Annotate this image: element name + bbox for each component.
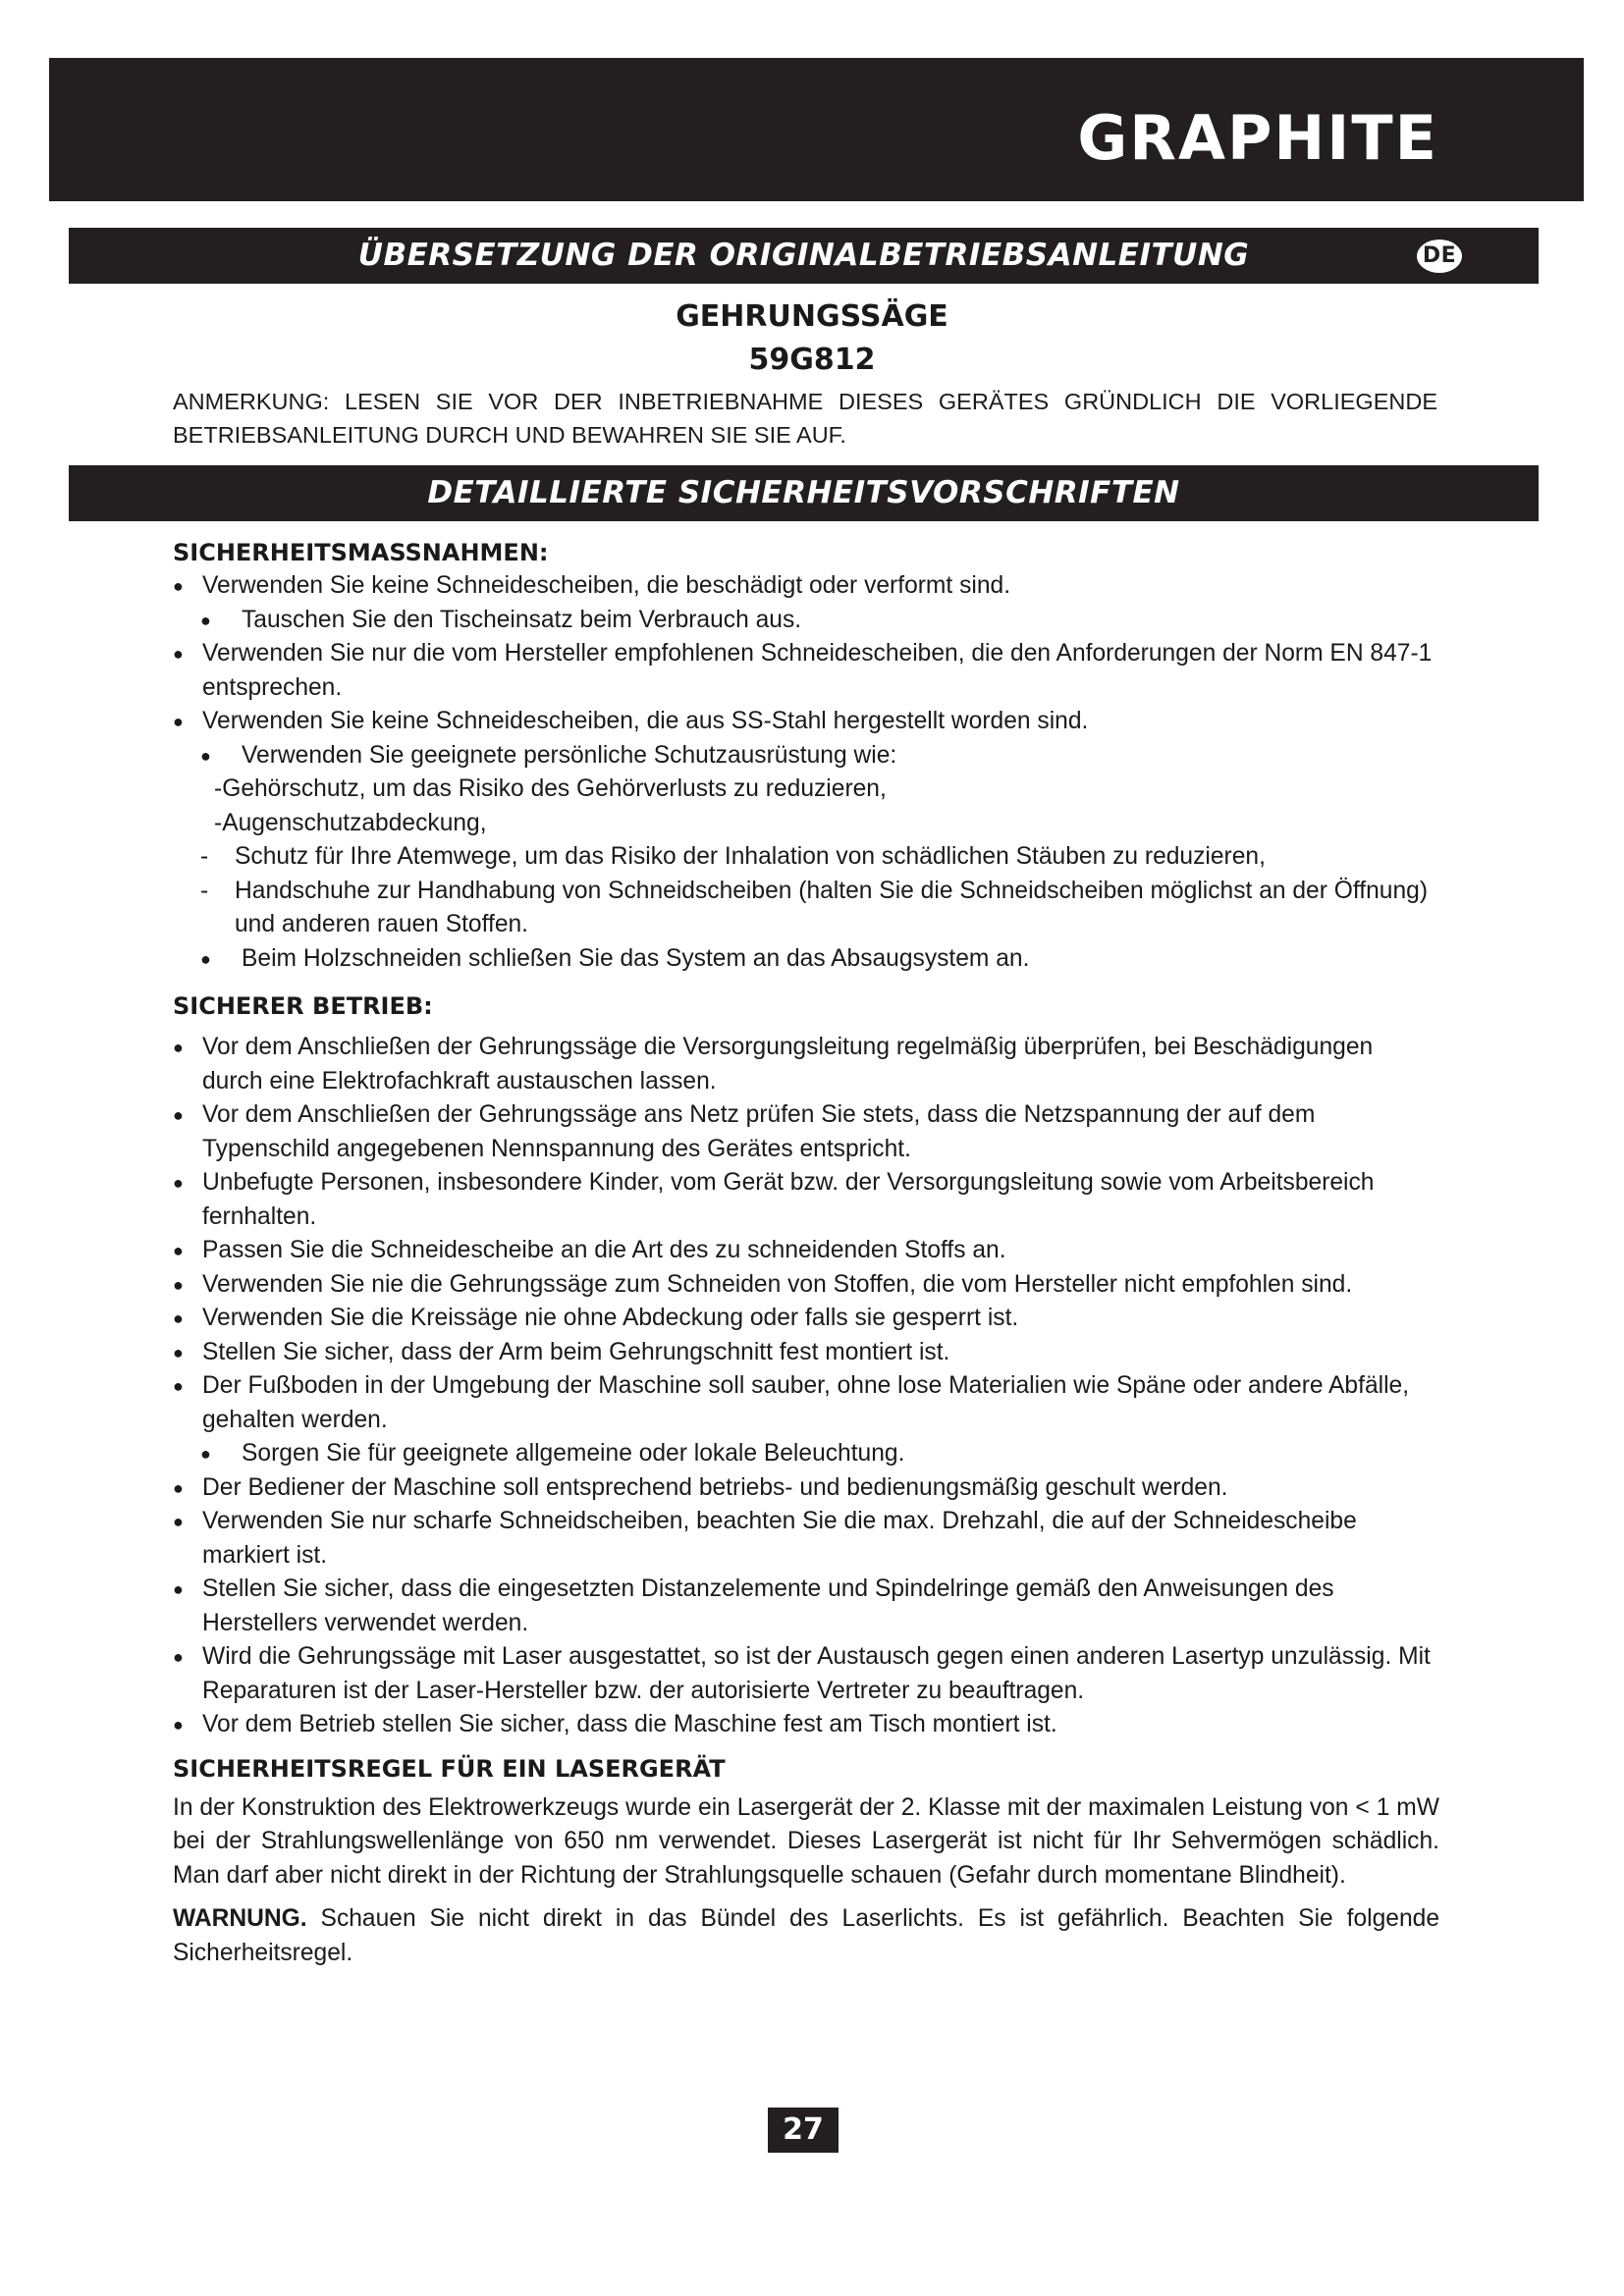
list-item: ● Tauschen Sie den Tischeinsatz beim Verbrauch aus. [173, 604, 1439, 638]
safety-banner-text: DETAILLIERTE SICHERHEITSVORSCHRIFTEN [427, 475, 1180, 510]
product-title: GEHRUNGSSÄGE [676, 299, 948, 334]
main-content [173, 536, 1439, 1970]
reading-note: ANMERKUNG: LESEN SIE VOR DER INBETRIEBNAHME DIESES GERÄTES GRÜNDLICH DIE VORLIEGENDE BETRIEBSANLEITUNG DURCH UND BEWAHREN SIE SIE AUF. [173, 389, 1437, 448]
section-heading-laser-safety: SICHERHEITSREGEL FÜR EIN LASERGERÄT [173, 1754, 726, 1783]
list-item: ● Verwenden Sie die Kreissäge nie ohne Abdeckung oder falls sie gesperrt ist. [173, 1302, 1439, 1336]
list-item: ● Vor dem Anschließen der Gehrungssäge die Versorgungsleitung regelmäßig überprüfen, bei Beschädigungen durch eine Elektrofachkraft austauschen lassen. [173, 1031, 1439, 1098]
list-item: ● Der Bediener der Maschine soll entsprechend betriebs- und bedienungsmäßig geschult werden. [173, 1471, 1439, 1506]
translation-banner-text: ÜBERSETZUNG DER ORIGINALBETRIEBSANLEITUNG [357, 238, 1250, 273]
safety-measures-list [173, 569, 1439, 976]
header-bar [49, 58, 1584, 201]
warning-label: WARNUNG. [173, 1905, 307, 1932]
safe-operation-list [173, 1031, 1439, 1742]
list-item: ● Verwenden Sie nur scharfe Schneidscheiben, beachten Sie die max. Drehzahl, die auf der Schneidescheibe markiert ist. [173, 1505, 1439, 1573]
list-item: -Augenschutzabdeckung, [214, 809, 487, 836]
page-number: 27 [768, 2108, 839, 2153]
list-item: ● Verwenden Sie nur die vom Hersteller empfohlenen Schneidescheiben, die den Anforderungen der Norm EN 847-1 entsprechen. [173, 637, 1439, 705]
warning-paragraph [173, 1902, 1439, 1970]
translation-banner [69, 228, 1539, 284]
list-item: ● Verwenden Sie geeignete persönliche Schutzausrüstung wie: [173, 739, 1439, 774]
list-item: ● Stellen Sie sicher, dass die eingesetzten Distanzelemente und Spindelringe gemäß den Anweisungen des Herstellers verwendet werden. [173, 1573, 1439, 1640]
language-badge: DE [1417, 240, 1462, 273]
list-item: ● Beim Holzschneiden schließen Sie das System an das Absaugsystem an. [173, 942, 1439, 977]
list-item: ● Vor dem Anschließen der Gehrungssäge ans Netz prüfen Sie stets, dass die Netzspannung der auf dem Typenschild angegebenen Nennspannung des Gerätes entspricht. [173, 1098, 1439, 1166]
list-item: ● Verwenden Sie nie die Gehrungssäge zum Schneiden von Stoffen, die vom Hersteller nicht empfohlen sind. [173, 1268, 1439, 1303]
product-model: 59G812 [748, 343, 876, 377]
list-item: ● Wird die Gehrungssäge mit Laser ausgestattet, so ist der Austausch gegen einen anderen Lasertyp unzulässig. Mit Reparaturen ist der Laser-Hersteller bzw. der autorisierte Vertreter zu beauftragen. [173, 1640, 1439, 1708]
laser-paragraph: In der Konstruktion des Elektrowerkzeugs wurde ein Lasergerät der 2. Klasse mit der maximalen Leistung von < 1 mW bei der Strahlungswellenlänge von 650 nm verwendet. Dieses Lasergerät ist nicht für Ihr Sehvermögen schädlich. Man darf aber nicht direkt in der Richtung der Strahlungsquelle schauen (Gefahr durch momentane Blindheit). [173, 1793, 1439, 1889]
list-item: - Handschuhe zur Handhabung von Schneidscheiben (halten Sie die Schneidscheiben möglichst an der Öffnung) und anderen rauen Stoffen. [173, 875, 1439, 942]
brand-logo: GRAPHITE [1077, 102, 1438, 174]
section-heading-safe-operation: SICHERER BETRIEB: [173, 992, 433, 1020]
warning-text: Schauen Sie nicht direkt in das Bündel des Laserlichts. Es ist gefährlich. Beachten Sie folgende Sicherheitsregel. [173, 1905, 1439, 1966]
section-heading-safety-measures: SICHERHEITSMASSNAHMEN: [173, 539, 549, 566]
list-item: ● Verwenden Sie keine Schneidescheiben, die beschädigt oder verformt sind. [173, 569, 1439, 604]
safety-banner [69, 465, 1539, 521]
list-item: ● Stellen Sie sicher, dass der Arm beim Gehrungschnitt fest montiert ist. [173, 1336, 1439, 1370]
list-item: - Schutz für Ihre Atemwege, um das Risiko der Inhalation von schädlichen Stäuben zu reduzieren, [173, 840, 1439, 875]
list-item: ● Der Fußboden in der Umgebung der Maschine soll sauber, ohne lose Materialien wie Späne oder andere Abfälle, gehalten werden. [173, 1369, 1439, 1437]
list-item: ● Verwenden Sie keine Schneidescheiben, die aus SS-Stahl hergestellt worden sind. [173, 705, 1439, 739]
list-item: ● Sorgen Sie für geeignete allgemeine oder lokale Beleuchtung. [173, 1437, 1439, 1471]
list-item: ● Unbefugte Personen, insbesondere Kinder, vom Gerät bzw. der Versorgungsleitung sowie vom Arbeitsbereich fernhalten. [173, 1166, 1439, 1234]
list-item: ● Passen Sie die Schneidescheibe an die Art des zu schneidenden Stoffs an. [173, 1234, 1439, 1268]
list-item: ● Vor dem Betrieb stellen Sie sicher, dass die Maschine fest am Tisch montiert ist. [173, 1708, 1439, 1742]
list-item: -Gehörschutz, um das Risiko des Gehörverlusts zu reduzieren, [214, 775, 887, 802]
